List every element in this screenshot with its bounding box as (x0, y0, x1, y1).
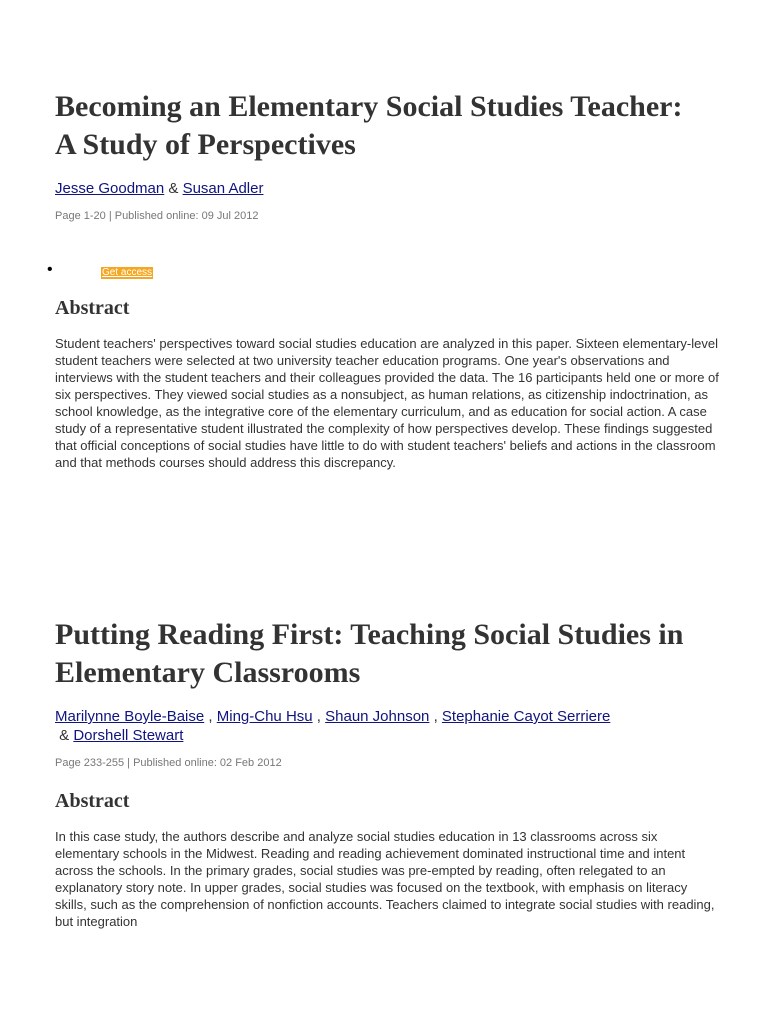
get-access-button[interactable]: Get access (102, 267, 153, 278)
author-list (55, 707, 655, 745)
author-link[interactable]: Stephanie Cayot Serriere (441, 708, 611, 725)
article-title[interactable]: Becoming an Elementary Social Studies Teacher: A Study of Perspectives (55, 90, 683, 161)
author-separator: , (429, 708, 442, 725)
abstract-text: In this case study, the authors describe and analyze social studies education in 13 classrooms across six elementary schools in the Midwest. Reading and reading achievement dominated instructional time and intent across the schools. In the primary grades, social studies was pre-empted by reading, often relegated to an explanatory story note. In upper grades, social studies was focused on the textbook, with emphasis on literacy skills, such as the comprehension of nonfiction accounts. Teachers claimed to integrate social studies with reading, but integration (55, 829, 715, 929)
author-link[interactable]: Jesse Goodman (55, 180, 165, 197)
abstract-text: Student teachers' perspectives toward social studies education are analyzed in this paper. Sixteen elementary-level student teachers were selected at two university teacher education programs. One year's observations and interviews with the student teachers and their colleagues provided the data. The 16 participants held one or more of six perspectives. They viewed social studies as a nonsubject, as human relations, as citizenship indoctrination, as school knowledge, as the integrative core of the elementary curriculum, and as education for social action. A case study of a representative student illustrated the complexity of how perspectives develop. These findings suggested that official conceptions of social studies have little to do with student teachers' beliefs and actions in the classroom and that methods courses should address this discrepancy. (55, 336, 719, 470)
author-link[interactable]: Marilynne Boyle-Baise (55, 708, 205, 725)
access-list-item (47, 261, 153, 279)
author-separator: , (204, 708, 217, 725)
author-link[interactable]: Susan Adler (182, 180, 264, 197)
article-meta: Page 1-20 | Published online: 09 Jul 2012 (55, 210, 259, 222)
bullet-icon: • (47, 261, 53, 278)
abstract-heading: Abstract (55, 297, 130, 319)
author-link[interactable]: Shaun Johnson (325, 708, 430, 725)
author-separator: & (55, 727, 74, 744)
article-title[interactable]: Putting Reading First: Teaching Social Studies in Elementary Classrooms (55, 618, 684, 689)
author-separator: & (164, 180, 183, 197)
article-meta: Page 233-255 | Published online: 02 Feb 2012 (55, 757, 282, 769)
author-link[interactable]: Dorshell Stewart (73, 727, 184, 744)
author-link[interactable]: Ming-Chu Hsu (216, 708, 313, 725)
author-separator: , (312, 708, 326, 725)
author-list (55, 179, 715, 198)
access-list (47, 261, 153, 279)
abstract-heading: Abstract (55, 790, 130, 812)
